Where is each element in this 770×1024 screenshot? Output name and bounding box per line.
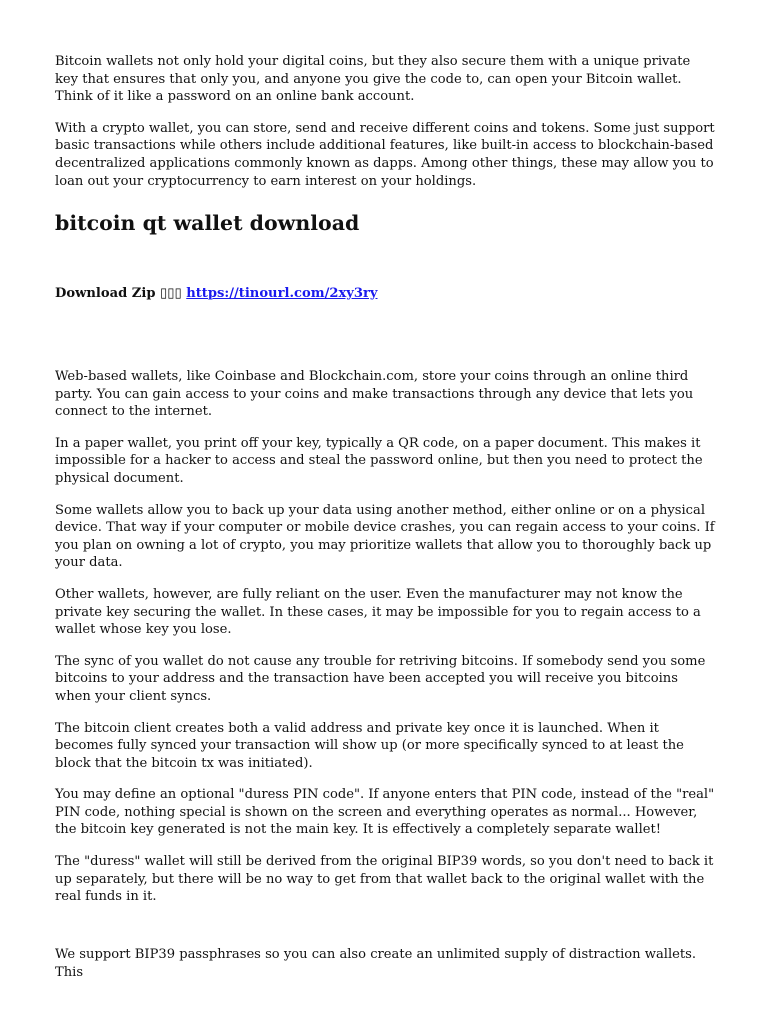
paragraph: Some wallets allow you to back up your data using another method, either online or on a physical device. That way if your computer or mobile device crashes, you can regain access to your coins. If you plan on owning a lot of crypto, you may prioritize wallets that allow you to thoroughly back up your data. — [55, 502, 715, 571]
download-link[interactable]: https://tinourl.com/2xy3ry — [186, 286, 378, 301]
paragraph: You may define an optional "duress PIN code". If anyone enters that PIN code, instead of the "real" PIN code, nothing special is shown on the screen and everything operates as normal... However, the bitcoin key generated is not the main key. It is effectively a completely separate wallet! — [55, 787, 715, 838]
download-label: Download Zip — [55, 286, 156, 301]
paragraph: In a paper wallet, you print off your key, typically a QR code, on a paper document. This makes it impossible for a hacker to access and steal the password online, but then you need to protect the physical document. — [55, 435, 703, 486]
paragraph: The bitcoin client creates both a valid address and private key once it is launched. When it becomes fully synced your transaction will show up (or more specifically synced to at least the block that the bitcoin tx was initiated). — [55, 720, 684, 771]
paragraph: With a crypto wallet, you can store, send and receive different coins and tokens. Some just support basic transactions while others include additional features, like built-in access to blockchain-based decentralized applications commonly known as dapps. Among other things, these may allow you to loan out your cryptocurrency to earn interest on your holdings. — [55, 120, 715, 189]
download-line — [55, 285, 378, 303]
trailing-section — [55, 946, 717, 995]
paragraph: Bitcoin wallets not only hold your digital coins, but they also secure them with a unique private key that ensures that only you, and anyone you give the code to, can open your Bitcoin wallet. Think of it like a password on an online bank account. — [55, 54, 691, 105]
paragraph: The "duress" wallet will still be derived from the original BIP39 words, so you don't need to back it up separately, but there will be no way to get from that wallet back to the original wallet with the real funds in it. — [55, 854, 714, 905]
intro-section — [55, 53, 717, 204]
download-glyphs: ▯▯▯ — [160, 286, 182, 301]
paragraph: We support BIP39 passphrases so you can also create an unlimited supply of distraction wallets. This — [55, 947, 697, 980]
body-section — [55, 368, 717, 920]
paragraph: Other wallets, however, are fully reliant on the user. Even the manufacturer may not know the private key securing the wallet. In these cases, it may be impossible for you to regain access to a wallet whose key you lose. — [55, 586, 701, 638]
paragraph: Web-based wallets, like Coinbase and Blockchain.com, store your coins through an online third party. You can gain access to your coins and make transactions through any device that lets you connect to the internet. — [55, 369, 694, 420]
paragraph: The sync of you wallet do not cause any trouble for retriving bitcoins. If somebody send you some bitcoins to your address and the transaction have been accepted you will receive you bitcoins when your client syncs. — [55, 653, 706, 704]
page-heading: bitcoin qt wallet download — [55, 211, 360, 235]
